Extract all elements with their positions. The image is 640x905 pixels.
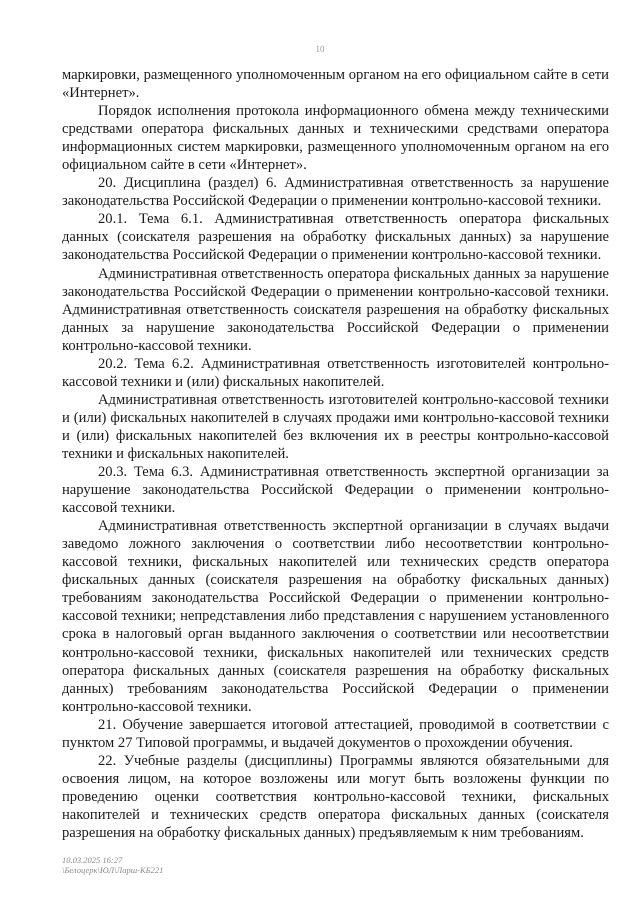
paragraph-continuation: маркировки, размещенного уполномоченным органом на его официальном сайте в сети «Интернет». [62, 67, 609, 102]
page-number: 10 [315, 44, 325, 54]
paragraph-item-21: 21. Обучение завершается итоговой аттестацией, проводимой в соответствии с пунктом 27 Типовой программы, и выдачей документов о прохождении обучения. [62, 716, 609, 751]
footer-timestamp: 10.03.2025 16:27 [62, 855, 123, 865]
footer-signature: \Белоцерк\ЮЛ\Ларш-КБ221 [62, 865, 164, 875]
paragraph-topic-6-2-body: Административная ответственность изготовителей контрольно-кассовой техники и (или) фискальных накопителей в случаях продажи ими контрольно-кассовой техники и (или) фискальных накопителей без включения их в реестры контрольно-кассовой техники и фискальных накопителей. [62, 391, 609, 462]
paragraph-protocol-order: Порядок исполнения протокола информационного обмена между техническими средствами оператора фискальных данных и техническими средствами оператора информационных систем маркировки, размещенного уполномоченным органом на его официальном сайте в сети «Интернет». [62, 103, 609, 174]
document-body [62, 66, 609, 842]
paragraph-topic-6-2: 20.2. Тема 6.2. Административная ответственность изготовителей контрольно-кассовой техники и (или) фискальных накопителей. [62, 355, 609, 390]
paragraph-discipline-6: 20. Дисциплина (раздел) 6. Административная ответственность за нарушение законодательства Российской Федерации о применении контрольно-кассовой техники. [62, 175, 609, 210]
paragraph-item-22: 22. Учебные разделы (дисциплины) Программы являются обязательными для освоения лицом, на которое возложены или могут быть возложены функции по проведению оценки соответствия контрольно-кассовой техники, фискальных накопителей и технических средств оператора фискальных данных (соискателя разрешения на обработку фискальных данных) предъявляемым к ним требованиям. [62, 752, 609, 841]
paragraph-topic-6-3-body: Административная ответственность экспертной организации в случаях выдачи заведомо ложного заключения о соответствии либо несоответствии контрольно-кассовой техники, фискальных накопителей или технических средств оператора фискальных данных (соискателя разрешения на обработку фискальных данных) требованиям законодательства Российской Федерации о применении контрольно-кассовой техники; непредставления либо представления с нарушением установленного срока в налоговый орган выданного заключения о соответствии или несоответствии контрольно-кассовой техники, фискальных накопителей или технических средств оператора фискальных данных (соискателя разрешения на обработку фискальных данных) требованиям законодательства Российской Федерации о применении контрольно-кассовой техники. [62, 518, 609, 715]
footer-stamp [62, 855, 163, 875]
paragraph-topic-6-1: 20.1. Тема 6.1. Административная ответственность оператора фискальных данных (соискателя разрешения на обработку фискальных данных) за нарушение законодательства Российской Федерации о применении контрольно-кассовой техники. [62, 211, 609, 264]
paragraph-topic-6-3: 20.3. Тема 6.3. Административная ответственность экспертной организации за нарушение законодательства Российской Федерации о применении контрольно-кассовой техники. [62, 464, 609, 517]
paragraph-topic-6-1-body: Административная ответственность оператора фискальных данных за нарушение законодательства Российской Федерации о применении контрольно-кассовой техники. Административная ответственность соискателя разрешения на обработку фискальных данных за нарушение законодательства Российской Федерации о применении контрольно-кассовой техники. [62, 265, 609, 354]
